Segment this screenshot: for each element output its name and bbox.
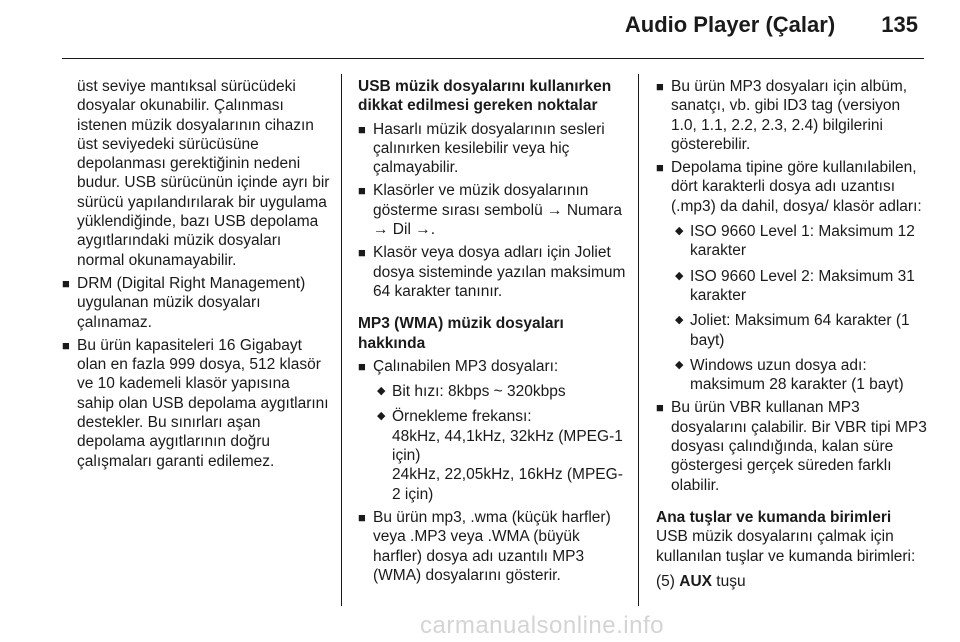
controls-paragraph: USB müzik dosyalarını çalmak için kullanılan tuşlar ve kumanda birimleri: xyxy=(656,528,916,565)
section-heading-usb: USB müzik dosyalarını kullanırken dikkat edilmesi gereken noktalar xyxy=(358,78,612,115)
column-2 xyxy=(358,77,626,585)
square-bullet-icon: ■ xyxy=(358,358,366,374)
square-bullet-icon: ■ xyxy=(62,337,70,353)
bullet-text: Bu ürün mp3, .wma (küçük harfler) veya .MP3 veya .WMA (büyük harfler) dosya adı uzantılı MP3 (WMA) dosyalarını gösterir. xyxy=(373,508,611,584)
sub-bullet-iso-level2 xyxy=(656,267,928,306)
bullet-id3 xyxy=(656,77,928,154)
bullet-text: Bu ürün MP3 dosyaları için albüm, sanatçı, vb. gibi ID3 tag (versiyon 1.0, 1.1, 2.2, 2.3, 2.4) bilgilerini gösterebilir. xyxy=(671,78,908,153)
column-1 xyxy=(62,77,330,471)
square-bullet-icon: ■ xyxy=(62,275,70,291)
bullet-extensions xyxy=(358,508,626,585)
column-3 xyxy=(656,77,928,591)
bullet-playable-mp3 xyxy=(358,357,626,376)
bullet-text: Klasör veya dosya adları için Joliet dosya sisteminde yazılan maksimum 64 karakter tanınır. xyxy=(373,244,626,300)
key-suffix: tuşu xyxy=(711,572,746,590)
key-number: (5) xyxy=(656,572,680,590)
sub-bullet-joliet xyxy=(656,311,928,350)
page-header xyxy=(0,12,918,38)
bullet-text: Çalınabilen MP3 dosyaları: xyxy=(373,357,559,375)
sub-bullet-windows xyxy=(656,356,928,395)
watermark: carmanualsonline.info xyxy=(420,612,664,639)
bullet-text: Depolama tipine göre kullanılabilen, dört karakterli dosya adı uzantısı (.mp3) da dahil, dosya/ klasör adları: xyxy=(671,159,922,215)
square-bullet-icon: ■ xyxy=(358,509,366,525)
bullet-capacity xyxy=(62,336,330,471)
sub-bullet-sampling xyxy=(358,407,626,426)
square-bullet-icon: ■ xyxy=(656,79,664,94)
column-divider-2 xyxy=(638,74,639,606)
diamond-bullet-icon: ◆ xyxy=(675,225,684,238)
section-heading-controls: Ana tuşlar ve kumanda birimleri xyxy=(656,508,892,526)
bullet-joliet xyxy=(358,243,626,301)
page-number: 135 xyxy=(881,12,918,37)
sub-bullet-text: Örnekleme frekansı: xyxy=(392,408,532,426)
sub-bullet-iso-level1 xyxy=(656,222,928,261)
bullet-vbr xyxy=(656,398,928,494)
bullet-text: DRM (Digital Right Management) uygulanan müzik dosyaları çalınamaz. xyxy=(77,274,306,331)
header-rule xyxy=(62,58,924,59)
sub-bullet-text: Joliet: Maksimum 64 karakter (1 bayt) xyxy=(690,312,910,349)
diamond-bullet-icon: ◆ xyxy=(675,358,684,371)
square-bullet-icon: ■ xyxy=(656,160,664,176)
bullet-text: Bu ürün kapasiteleri 16 Gigabayt olan en fazla 999 dosya, 512 klasör ve 10 kademeli klasör yapısına sahip olan USB depolama aygıtlarını destekler. Bu sınırları aşan depolama aygıtlarının doğru çalışmaları garanti edilemez. xyxy=(77,336,329,470)
square-bullet-icon: ■ xyxy=(358,245,366,261)
diamond-bullet-icon: ◆ xyxy=(377,410,386,423)
diamond-bullet-icon: ◆ xyxy=(377,385,386,398)
aux-key-line xyxy=(656,572,928,591)
sampling-mpeg2: 24kHz, 22,05kHz, 16kHz (MPEG-2 için) xyxy=(392,466,623,503)
sub-bullet-text: Windows uzun dosya adı: maksimum 28 karakter (1 bayt) xyxy=(690,356,904,394)
square-bullet-icon: ■ xyxy=(358,121,366,137)
bullet-text: Hasarlı müzik dosyalarının sesleri çalınırken kesilebilir veya hiç çalmayabilir. xyxy=(373,120,605,177)
diamond-bullet-icon: ◆ xyxy=(675,269,684,282)
sub-bullet-text: Bit hızı: 8kbps ~ 320kbps xyxy=(392,383,566,401)
key-name: AUX xyxy=(679,572,712,590)
sub-bullet-text: ISO 9660 Level 1: Maksimum 12 karakter xyxy=(690,223,915,260)
bullet-display-order xyxy=(358,181,626,239)
sub-bullet-text: ISO 9660 Level 2: Maksimum 31 karakter xyxy=(690,267,915,304)
bullet-storage-names xyxy=(656,158,928,216)
bullet-drm xyxy=(62,274,330,332)
sampling-mpeg1: 48kHz, 44,1kHz, 32kHz (MPEG-1 için) xyxy=(392,427,623,465)
page-title: Audio Player (Çalar) xyxy=(624,12,836,37)
bullet-text: Bu ürün VBR kullanan MP3 dosyalarını çalabilir. Bir VBR tipi MP3 dosyası çalındığında, kalan süre göstergesi gerçek süreden farklı olabilir. xyxy=(671,399,927,494)
square-bullet-icon: ■ xyxy=(656,400,664,416)
intro-paragraph: üst seviye mantıksal sürücüdeki dosyalar okunabilir. Çalınması istenen müzik dosyalarının cihazın üst seviyedeki sürücüsüne depolanması gerektiğinin nedeni budur. USB sürücünün içinde ayrı bir sürücü yapılandırılarak bir uygulama yüklendiğinde, bazı USB depolama aygıtlarındaki müzik dosyaları normal okunamayabilir. xyxy=(77,78,330,269)
sub-bullet-bitrate xyxy=(358,382,626,401)
diamond-bullet-icon: ◆ xyxy=(675,314,684,327)
section-heading-mp3: MP3 (WMA) müzik dosyaları hakkında xyxy=(358,315,564,352)
square-bullet-icon: ■ xyxy=(358,183,366,199)
bullet-damaged-files xyxy=(358,120,626,178)
column-divider-1 xyxy=(341,74,342,606)
bullet-text: Klasörler ve müzik dosyalarının gösterme sırası sembolü → Numara → Dil →. xyxy=(373,182,622,239)
